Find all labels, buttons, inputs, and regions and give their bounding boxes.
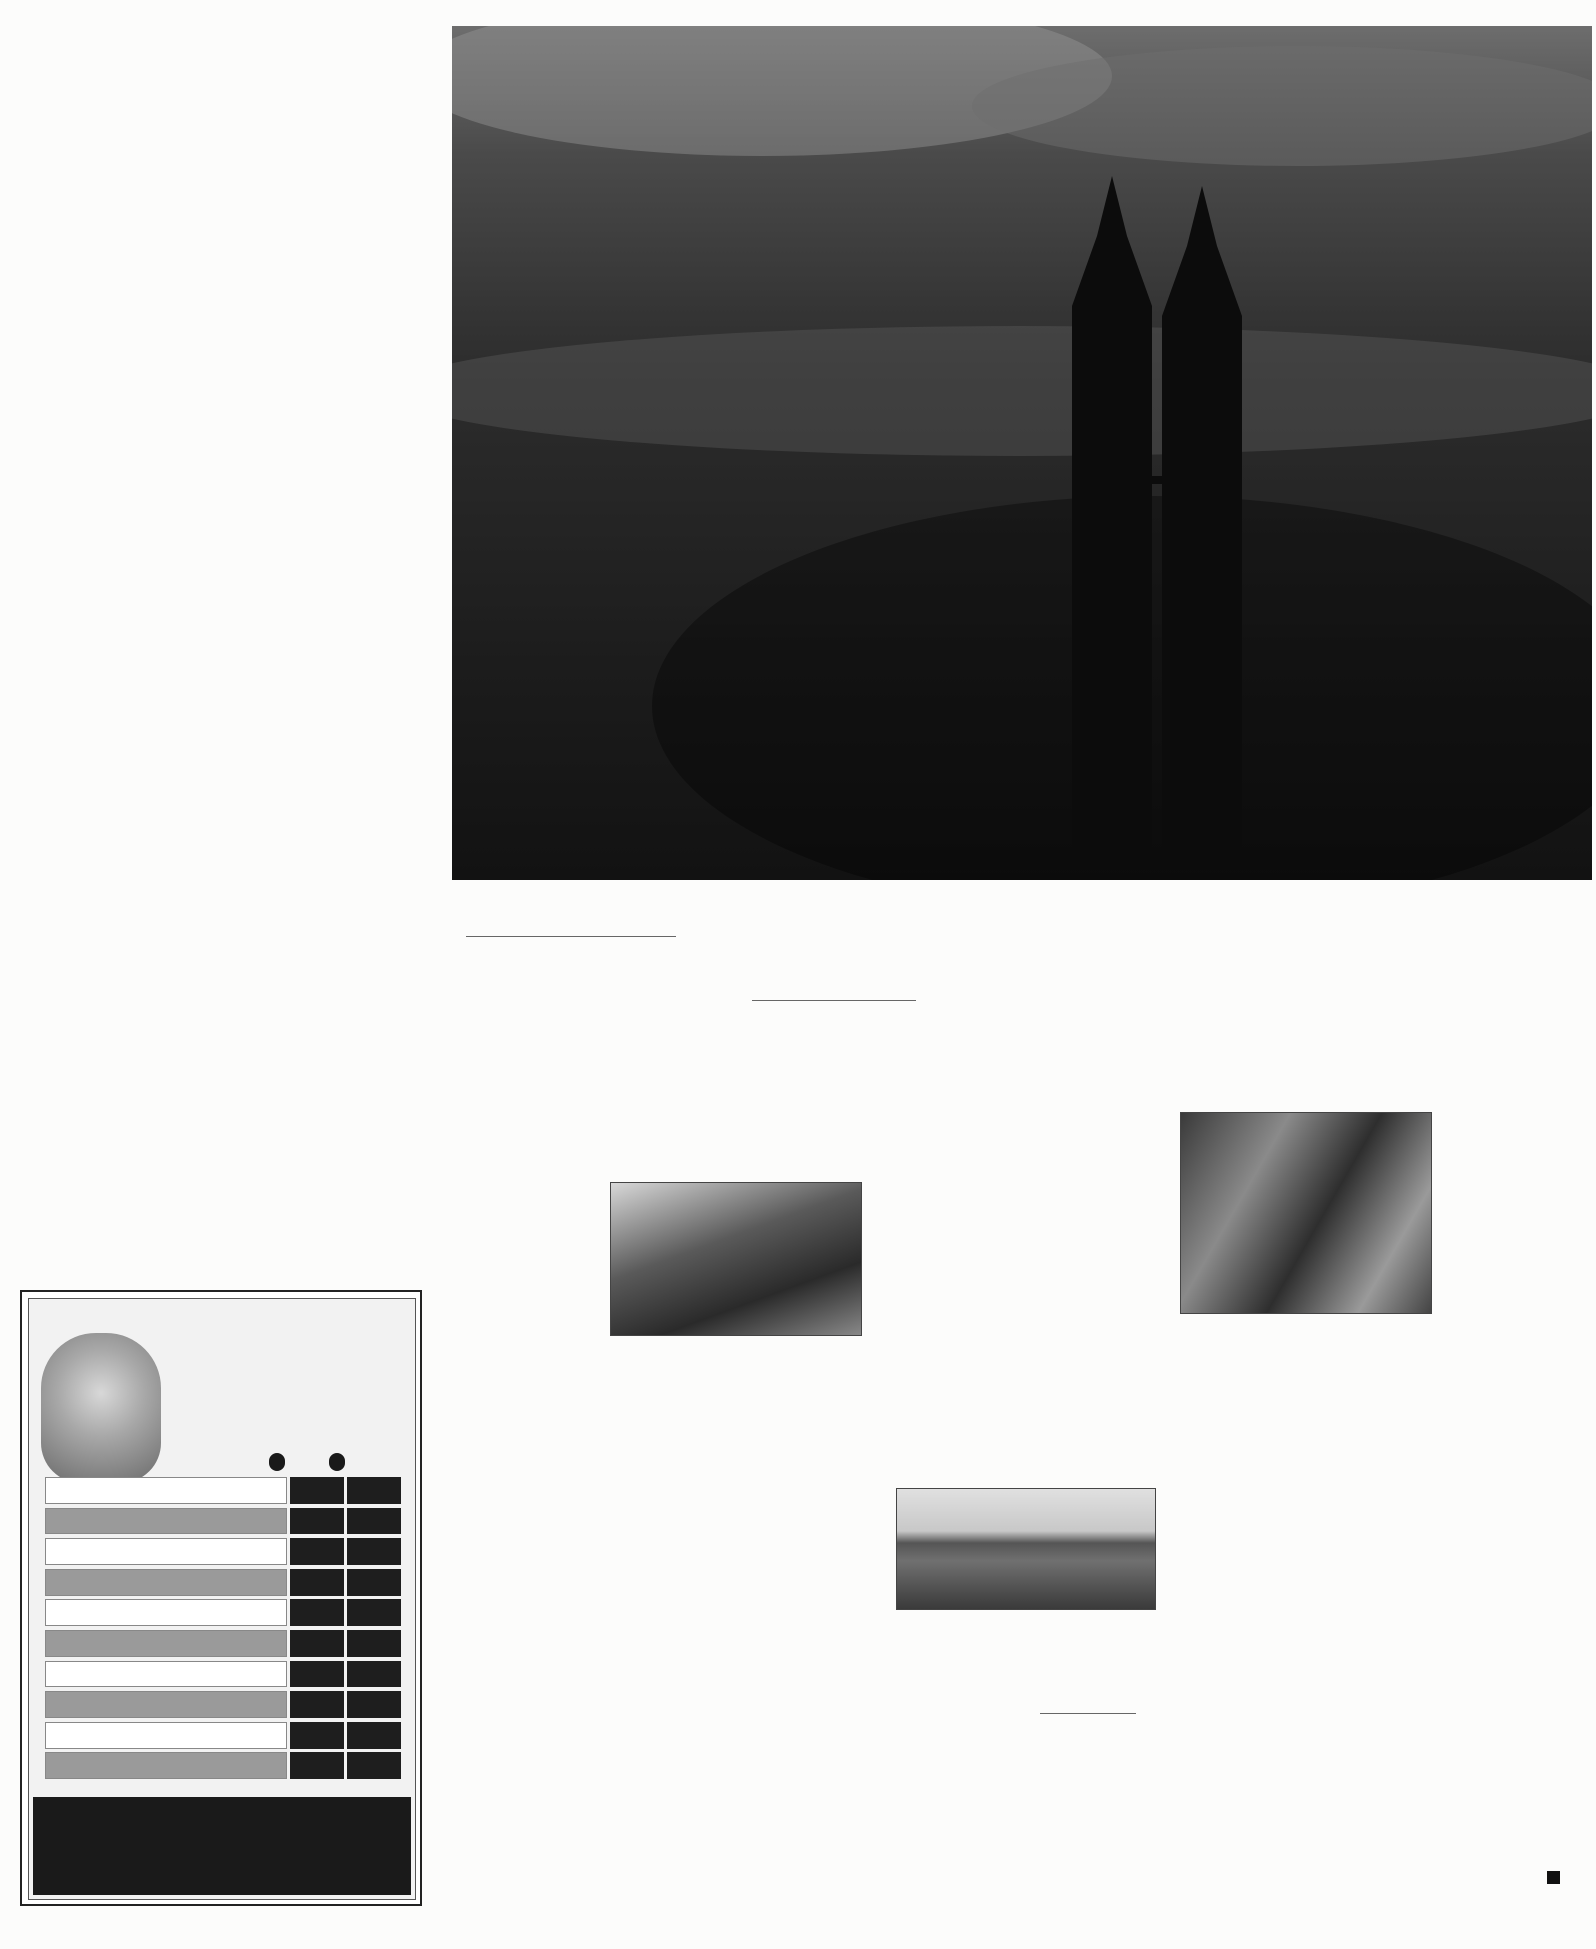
- ringtone-title: [45, 1722, 287, 1749]
- ringtone-row: [45, 1599, 401, 1626]
- ringtone-row: [45, 1661, 401, 1688]
- mono-code: [290, 1661, 344, 1688]
- mono-code: [290, 1508, 344, 1535]
- ringtone-row: [45, 1630, 401, 1657]
- mono-label: [269, 1453, 285, 1471]
- ringtone-title: [45, 1569, 287, 1596]
- ringtone-row: [45, 1569, 401, 1596]
- ringtone-row: [45, 1752, 401, 1779]
- member-terms: [33, 1797, 411, 1895]
- ringtone-title: [45, 1630, 287, 1657]
- mono-code: [290, 1538, 344, 1565]
- ringtone-row: [45, 1691, 401, 1718]
- poly-code: [347, 1661, 401, 1688]
- advert-panel: [28, 1298, 416, 1900]
- poly-code: [347, 1630, 401, 1657]
- ringtone-row: [45, 1508, 401, 1535]
- ringtones-advert: [20, 1290, 422, 1906]
- mono-code: [290, 1599, 344, 1626]
- ringtone-title: [45, 1691, 287, 1718]
- article-column-4: [1308, 933, 1570, 1833]
- article-column-1: [452, 1026, 714, 1886]
- section-heading-rivers: [752, 998, 916, 1001]
- ringtone-row: [45, 1477, 401, 1504]
- mono-code: [290, 1569, 344, 1596]
- poly-code: [347, 1508, 401, 1535]
- ringtone-title: [45, 1538, 287, 1565]
- ringtone-row: [45, 1722, 401, 1749]
- ringtone-title: [45, 1477, 287, 1504]
- poly-code: [347, 1691, 401, 1718]
- mono-code: [290, 1630, 344, 1657]
- poly-code: [347, 1599, 401, 1626]
- ringtone-list: [45, 1477, 401, 1783]
- hero-photo: [452, 26, 1592, 880]
- article-column-3: [1022, 933, 1284, 1703]
- turn-to-page: [1547, 1868, 1568, 1888]
- twin-towers-silhouette: [1052, 176, 1292, 856]
- poly-code: [347, 1752, 401, 1779]
- poly-code: [347, 1569, 401, 1596]
- poly-code: [347, 1477, 401, 1504]
- poly-code: [347, 1722, 401, 1749]
- ringtone-title: [45, 1508, 287, 1535]
- poly-code: [347, 1538, 401, 1565]
- section-heading-marine: [466, 934, 676, 937]
- mono-code: [290, 1691, 344, 1718]
- mono-code: [290, 1477, 344, 1504]
- section-heading-waste: [1040, 1711, 1136, 1714]
- mono-code: [290, 1752, 344, 1779]
- photo-wrap-spacer: [738, 1134, 858, 1302]
- ringtone-title: [45, 1752, 287, 1779]
- model-photo: [41, 1333, 161, 1483]
- ringtone-row: [45, 1538, 401, 1565]
- poly-label: [329, 1453, 345, 1471]
- ringtone-title: [45, 1661, 287, 1688]
- ringtone-title: [45, 1599, 287, 1626]
- mono-code: [290, 1722, 344, 1749]
